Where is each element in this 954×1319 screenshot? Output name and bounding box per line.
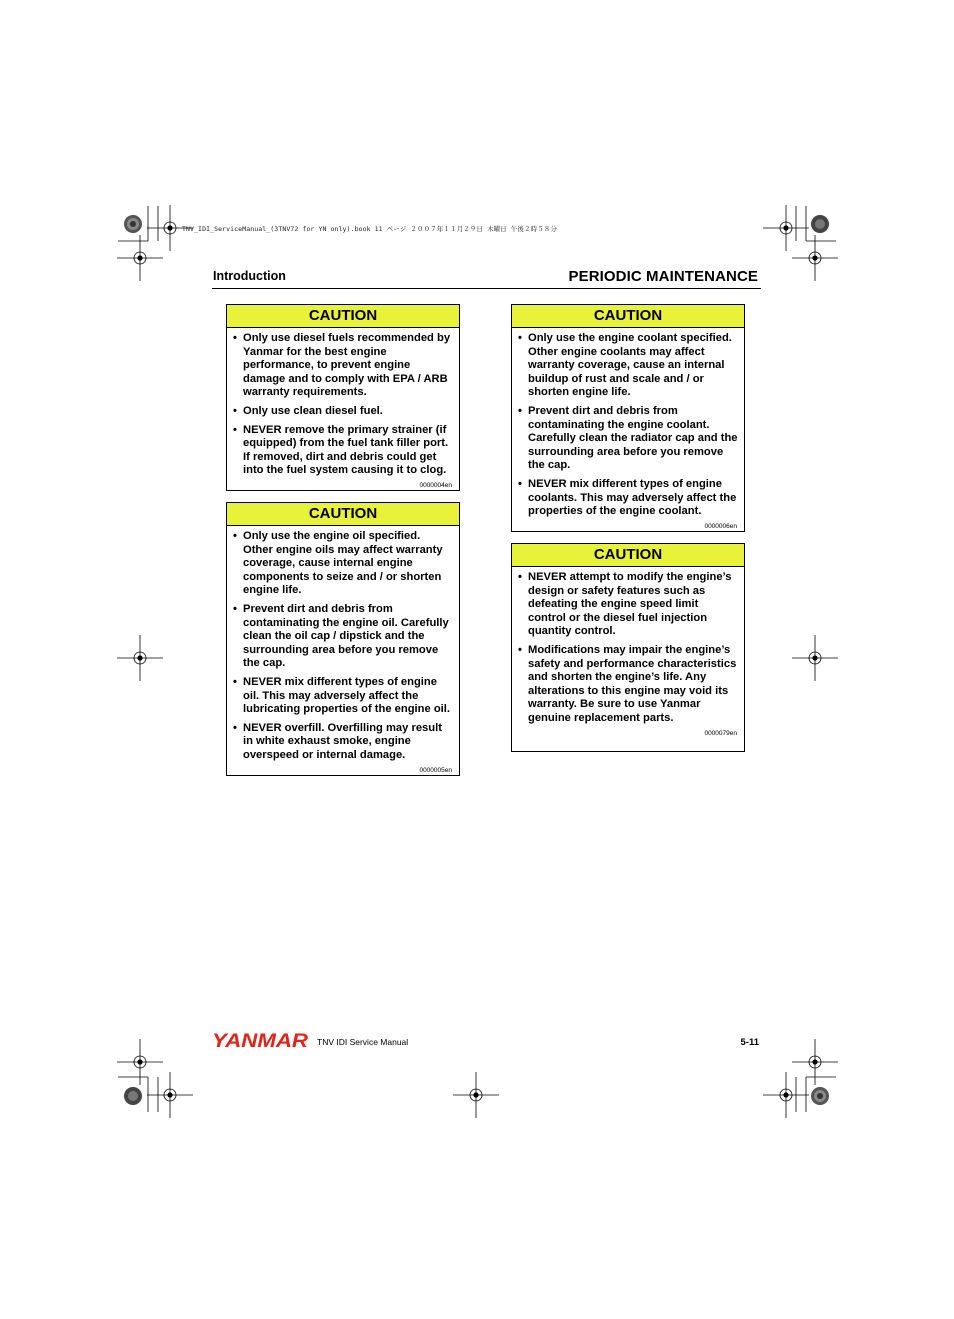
yanmar-logo (212, 1031, 312, 1056)
section-heading: Introduction (213, 269, 286, 283)
caution-box-modification (511, 543, 745, 752)
caution-list-item: • Modifications may impair the engine’s safety and performance characteristics and shorten the engine’s life. Any alterations to this engine may void its warranty. Be sure to use Yanmar genuine replacement parts. (518, 644, 738, 726)
print-slug: TNV_IDI_ServiceManual_(3TNV72 for YN only).book 11 ページ ２００７年１１月２９日 木曜日 午後２時５８分 (182, 225, 557, 233)
yanmar-logo-text: YANMAR (212, 1031, 309, 1051)
caution-list-item: • NEVER remove the primary strainer (if equipped) from the fuel tank filler port. If removed, dirt and debris could get into the fuel system causing it to clog. (233, 424, 453, 478)
crosshair-registration-icon (792, 235, 838, 281)
caution-list (512, 328, 744, 519)
caution-title: CAUTION (227, 305, 459, 328)
caution-list-item: • Prevent dirt and debris from contaminating the engine coolant. Carefully clean the radiator cap and the surrounding area before you remove the cap. (518, 405, 738, 473)
caution-list (227, 526, 459, 763)
crosshair-registration-icon (117, 235, 163, 281)
caution-code: 0000005en (419, 766, 452, 774)
manual-title: TNV IDI Service Manual (317, 1037, 409, 1047)
caution-code: 0000006en (704, 522, 737, 530)
crosshair-registration-icon (147, 1072, 193, 1118)
caution-code: 0000079en (704, 729, 737, 737)
chapter-heading: PERIODIC MAINTENANCE (568, 268, 758, 285)
caution-list-item: • NEVER attempt to modify the engine’s design or safety features such as defeating the engine speed limit control or the diesel fuel injection quantity control. (518, 571, 738, 639)
crosshair-registration-icon (117, 1039, 163, 1085)
page-number: 5-11 (740, 1037, 759, 1048)
caution-list-item: • NEVER mix different types of engine coolants. This may adversely affect the properties of the engine coolant. (518, 478, 738, 519)
caution-list-item: • Only use diesel fuels recommended by Yanmar for the best engine performance, to prevent engine damage and to comply with EPA / ARB warranty requirements. (233, 332, 453, 400)
caution-list-item: • Prevent dirt and debris from contaminating the engine oil. Carefully clean the oil cap / dipstick and the surrounding area before you remove the cap. (233, 603, 453, 671)
caution-box-fuel (226, 304, 460, 491)
caution-box-coolant (511, 304, 745, 532)
caution-list-item: • NEVER overfill. Overfilling may result in white exhaust smoke, engine overspeed or internal damage. (233, 722, 453, 763)
caution-title: CAUTION (227, 503, 459, 526)
caution-list (512, 567, 744, 726)
crosshair-registration-icon (763, 1072, 809, 1118)
caution-list-item: • Only use the engine oil specified. Other engine oils may affect warranty coverage, cause internal engine components to seize and / or shorten engine life. (233, 530, 453, 598)
caution-title: CAUTION (512, 305, 744, 328)
crosshair-registration-icon (763, 205, 809, 251)
crosshair-registration-icon (792, 635, 838, 681)
crosshair-registration-icon (453, 1072, 499, 1118)
caution-code: 0000004en (419, 481, 452, 489)
caution-list (227, 328, 459, 478)
caution-title: CAUTION (512, 544, 744, 567)
caution-list-item: • NEVER mix different types of engine oil. This may adversely affect the lubricating properties of the engine oil. (233, 676, 453, 717)
header-rule (212, 288, 761, 289)
caution-box-oil (226, 502, 460, 776)
crosshair-registration-icon (792, 1039, 838, 1085)
crosshair-registration-icon (117, 635, 163, 681)
caution-list-item: • Only use clean diesel fuel. (233, 405, 453, 419)
caution-list-item: • Only use the engine coolant specified. Other engine coolants may affect warranty coverage, cause an internal buildup of rust and scale and / or shorten engine life. (518, 332, 738, 400)
